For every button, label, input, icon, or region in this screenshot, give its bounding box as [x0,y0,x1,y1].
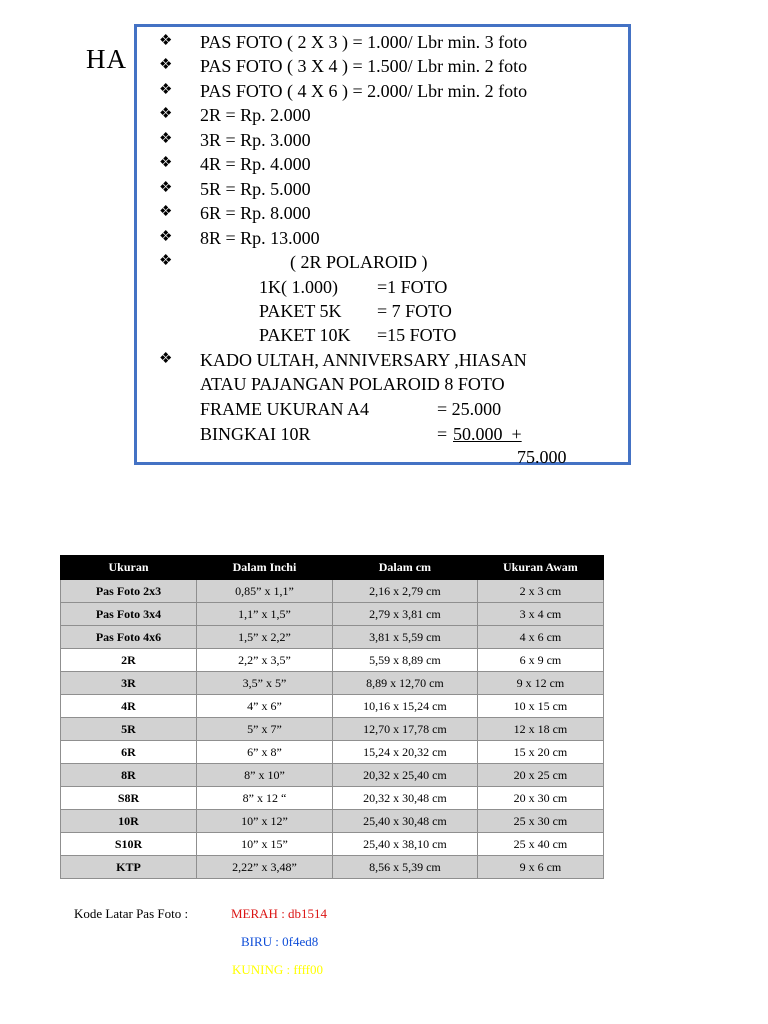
size-name-cell: 2R [61,649,197,672]
table-cell: 10” x 15” [197,833,333,856]
price-item: PAS FOTO ( 3 X 4 ) = 1.500/ Lbr min. 2 foto [200,56,528,76]
table-row [61,741,604,764]
kode-merah: MERAH : db1514 [231,906,328,921]
polaroid-heading: ( 2R POLAROID ) [290,252,428,272]
table-cell: 9 x 12 cm [477,672,603,695]
size-name-cell: Pas Foto 2x3 [61,580,197,603]
price-item: 5R = Rp. 5.000 [200,179,311,199]
table-cell: 8” x 12 “ [197,787,333,810]
price-item: 6R = Rp. 8.000 [200,203,311,223]
table-cell: 6 x 9 cm [477,649,603,672]
column-header: Ukuran Awam [477,556,603,580]
size-name-cell: 3R [61,672,197,695]
bingkai-label: BINGKAI 10R [200,424,311,444]
table-cell: 12,70 x 17,78 cm [332,718,477,741]
table-cell: 10,16 x 15,24 cm [332,695,477,718]
size-name-cell: 4R [61,695,197,718]
frame-value: = 25.000 [437,399,502,419]
table-cell: 1,1” x 1,5” [197,603,333,626]
table-cell: 5” x 7” [197,718,333,741]
table-row [61,672,604,695]
table-cell: 0,85” x 1,1” [197,580,333,603]
size-name-cell: 8R [61,764,197,787]
table-cell: 3,81 x 5,59 cm [332,626,477,649]
diamond-bullet-icon: ❖ [159,204,173,220]
table-row [61,787,604,810]
table-cell: 25,40 x 30,48 cm [332,810,477,833]
diamond-bullet-icon: ❖ [159,131,173,147]
size-name-cell: 10R [61,810,197,833]
diamond-bullet-icon: ❖ [159,82,173,98]
price-list-box [134,24,631,465]
table-cell: 20,32 x 30,48 cm [332,787,477,810]
diamond-bullet-icon: ❖ [159,155,173,171]
table-cell: 10 x 15 cm [477,695,603,718]
table-cell: 20,32 x 25,40 cm [332,764,477,787]
size-name-cell: Pas Foto 4x6 [61,626,197,649]
table-cell: 20 x 30 cm [477,787,603,810]
size-name-cell: S10R [61,833,197,856]
diamond-bullet-icon: ❖ [159,106,173,122]
price-item: 2R = Rp. 2.000 [200,105,311,125]
table-cell: 25 x 30 cm [477,810,603,833]
diamond-bullet-icon: ❖ [159,33,173,49]
bingkai-value: 50.000 + [453,424,522,444]
diamond-bullet-icon: ❖ [159,180,173,196]
size-name-cell: Pas Foto 3x4 [61,603,197,626]
table-cell: 15 x 20 cm [477,741,603,764]
polaroid-row-value: =1 FOTO [377,277,448,297]
diamond-bullet-icon: ❖ [159,253,173,269]
kode-latar-label: Kode Latar Pas Foto : [74,906,189,921]
table-header-row [61,556,604,580]
column-header: Dalam Inchi [197,556,333,580]
table-row [61,718,604,741]
polaroid-row-label: PAKET 5K [259,301,342,321]
kode-kuning: KUNING : ffff00 [232,962,323,977]
table-row [61,695,604,718]
table-cell: 25 x 40 cm [477,833,603,856]
price-item: PAS FOTO ( 2 X 3 ) = 1.000/ Lbr min. 3 foto [200,32,528,52]
bingkai-eq: = [437,424,448,444]
frame-label: FRAME UKURAN A4 [200,399,370,419]
table-cell: 8” x 10” [197,764,333,787]
size-table-body [61,580,604,879]
polaroid-row-value: = 7 FOTO [377,301,452,321]
kode-biru: BIRU : 0f4ed8 [241,934,319,949]
table-row [61,833,604,856]
table-cell: 6” x 8” [197,741,333,764]
table-row [61,764,604,787]
table-cell: 2 x 3 cm [477,580,603,603]
table-cell: 8,89 x 12,70 cm [332,672,477,695]
diamond-bullet-icon: ❖ [159,57,173,73]
table-cell: 8,56 x 5,39 cm [332,856,477,879]
table-row [61,603,604,626]
table-row [61,649,604,672]
table-cell: 20 x 25 cm [477,764,603,787]
table-row [61,856,604,879]
table-cell: 2,79 x 3,81 cm [332,603,477,626]
size-table [60,555,604,879]
kado-line: ATAU PAJANGAN POLAROID 8 FOTO [200,374,505,394]
table-cell: 5,59 x 8,89 cm [332,649,477,672]
column-header: Ukuran [61,556,197,580]
size-name-cell: 5R [61,718,197,741]
table-cell: 9 x 6 cm [477,856,603,879]
table-cell: 2,22” x 3,48” [197,856,333,879]
table-cell: 4” x 6” [197,695,333,718]
price-item: 3R = Rp. 3.000 [200,130,311,150]
table-row [61,810,604,833]
kado-line: KADO ULTAH, ANNIVERSARY ,HIASAN [200,350,527,370]
table-cell: 2,2” x 3,5” [197,649,333,672]
price-item: PAS FOTO ( 4 X 6 ) = 2.000/ Lbr min. 2 foto [200,81,528,101]
polaroid-row-value: =15 FOTO [377,325,457,345]
table-cell: 25,40 x 38,10 cm [332,833,477,856]
size-name-cell: 6R [61,741,197,764]
price-item: 8R = Rp. 13.000 [200,228,320,248]
table-cell: 1,5” x 2,2” [197,626,333,649]
price-item: 4R = Rp. 4.000 [200,154,311,174]
total-value: 75.000 [517,447,567,467]
table-cell: 10” x 12” [197,810,333,833]
polaroid-row-label: PAKET 10K [259,325,351,345]
diamond-bullet-icon: ❖ [159,229,173,245]
table-cell: 12 x 18 cm [477,718,603,741]
column-header: Dalam cm [332,556,477,580]
table-cell: 3 x 4 cm [477,603,603,626]
table-row [61,580,604,603]
table-cell: 3,5” x 5” [197,672,333,695]
size-name-cell: KTP [61,856,197,879]
diamond-bullet-icon: ❖ [159,351,173,367]
size-name-cell: S8R [61,787,197,810]
page-title-fragment: HA [86,44,127,74]
table-cell: 15,24 x 20,32 cm [332,741,477,764]
table-cell: 4 x 6 cm [477,626,603,649]
table-cell: 2,16 x 2,79 cm [332,580,477,603]
polaroid-row-label: 1K( 1.000) [259,277,338,297]
table-row [61,626,604,649]
